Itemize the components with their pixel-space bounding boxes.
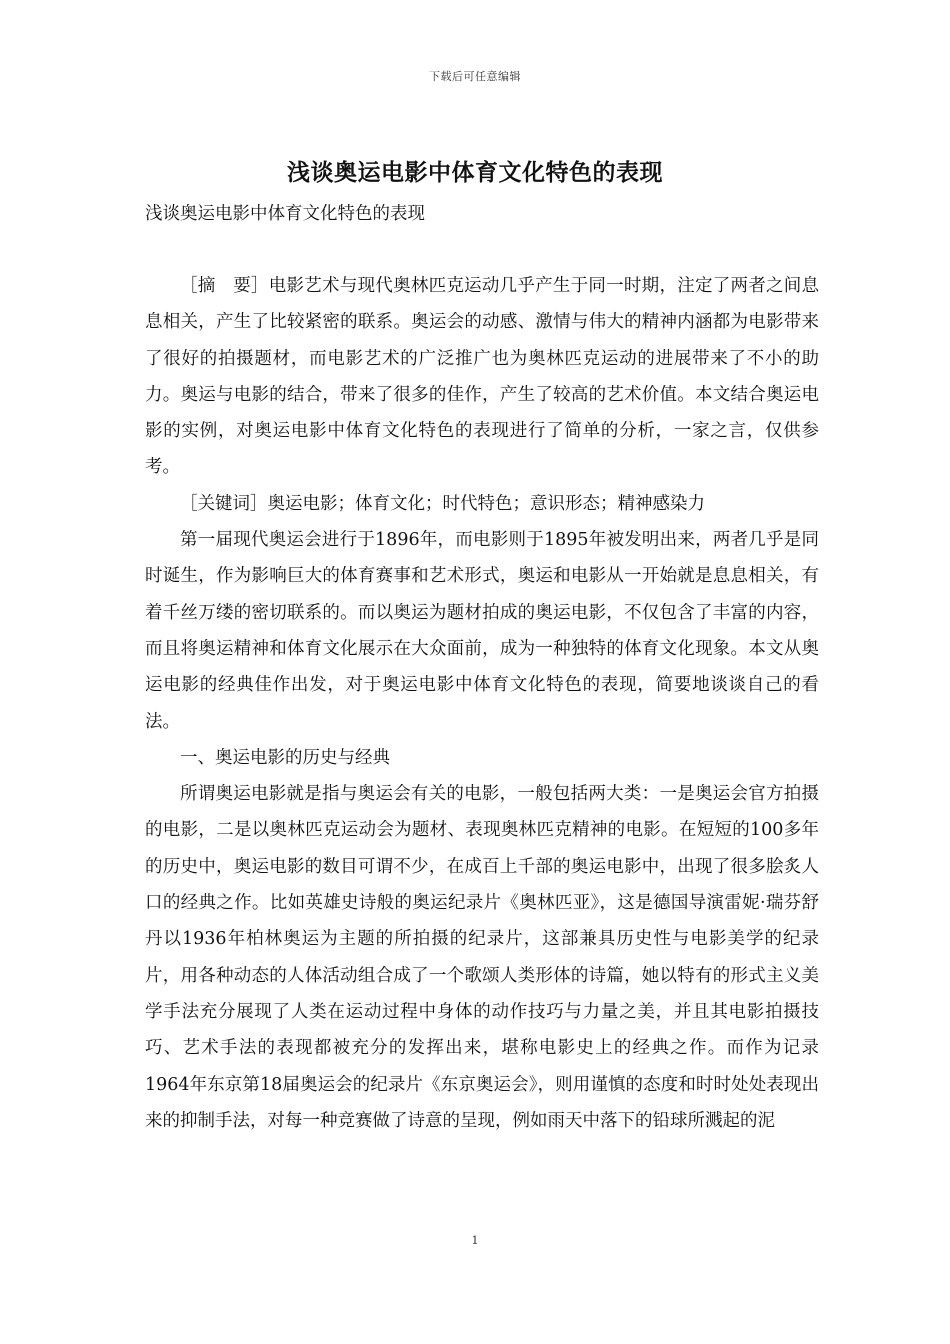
section-heading: 一、奥运电影的历史与经典 bbox=[180, 747, 390, 768]
abstract-paragraph: ［摘 要］电影艺术与现代奥林匹克运动几乎产生于同一时期，注定了两者之间息息相关，产生了比较紧密的联系。奥运会的动感、激情与伟大的精神内涵都为电影带来了很好的拍摄题材，而电影艺术的广泛推广也为奥林匹克运动的进展带来了不小的助力。奥运与电影的结合，带来了很多的佳作，产生了较高的艺术价值。本文结合奥运电影的实例，对奥运电影中体育文化特色的表现进行了简单的分析，一家之言，仅供参考。 bbox=[145, 276, 819, 478]
body-paragraph: 所谓奥运电影就是指与奥运会有关的电影，一般包括两大类：一是奥运会官方拍摄的电影，二是以奥林匹克运动会为题材、表现奥林匹克精神的电影。在短短的100多年的历史中，奥运电影的数目可谓不少，在成百上千部的奥运电影中，出现了很多脍炙人口的经典之作。比如英雄史诗般的奥运纪录片《奥林匹亚》，这是德国导演雷妮·瑞芬舒丹以1936年柏林奥运为主题的所拍摄的纪录片，这部兼具历史性与电影美学的纪录片，用各种动态的人体活动组合成了一个歌颂人类形体的诗篇，她以特有的形式主义美学手法充分展现了人类在运动过程中身体的动作技巧与力量之美，并且其电影拍摄技巧、艺术手法的表现都被充分的发挥出来，堪称电影史上的经典之作。而作为记录1964年东京第18届奥运会的纪录片《东京奥运会》，则用谨慎的态度和时时处处表现出来的抑制手法，对每一种竞赛做了诗意的呈现，例如雨天中落下的铅球所溅起的泥 bbox=[145, 784, 819, 1131]
document-body bbox=[145, 268, 819, 1139]
intro-paragraph: 第一届现代奥运会进行于1896年，而电影则于1895年被发明出来，两者几乎是同时诞生，作为影响巨大的体育赛事和艺术形式，奥运和电影从一开始就是息息相关，有着千丝万缕的密切联系的。而以奥运为题材拍成的奥运电影，不仅包含了丰富的内容，而且将奥运精神和体育文化展示在大众面前，成为一种独特的体育文化现象。本文从奥运电影的经典佳作出发，对于奥运电影中体育文化特色的表现，简要地谈谈自己的看法。 bbox=[145, 530, 819, 732]
document-subtitle: 浅谈奥运电影中体育文化特色的表现 bbox=[145, 204, 425, 224]
page-number: 1 bbox=[471, 1234, 479, 1247]
keywords-paragraph: ［关键词］奥运电影；体育文化；时代特色；意识形态；精神感染力 bbox=[180, 493, 705, 514]
document-title: 浅谈奥运电影中体育文化特色的表现 bbox=[287, 159, 663, 186]
page-header: 下载后可任意编辑 bbox=[429, 70, 521, 83]
